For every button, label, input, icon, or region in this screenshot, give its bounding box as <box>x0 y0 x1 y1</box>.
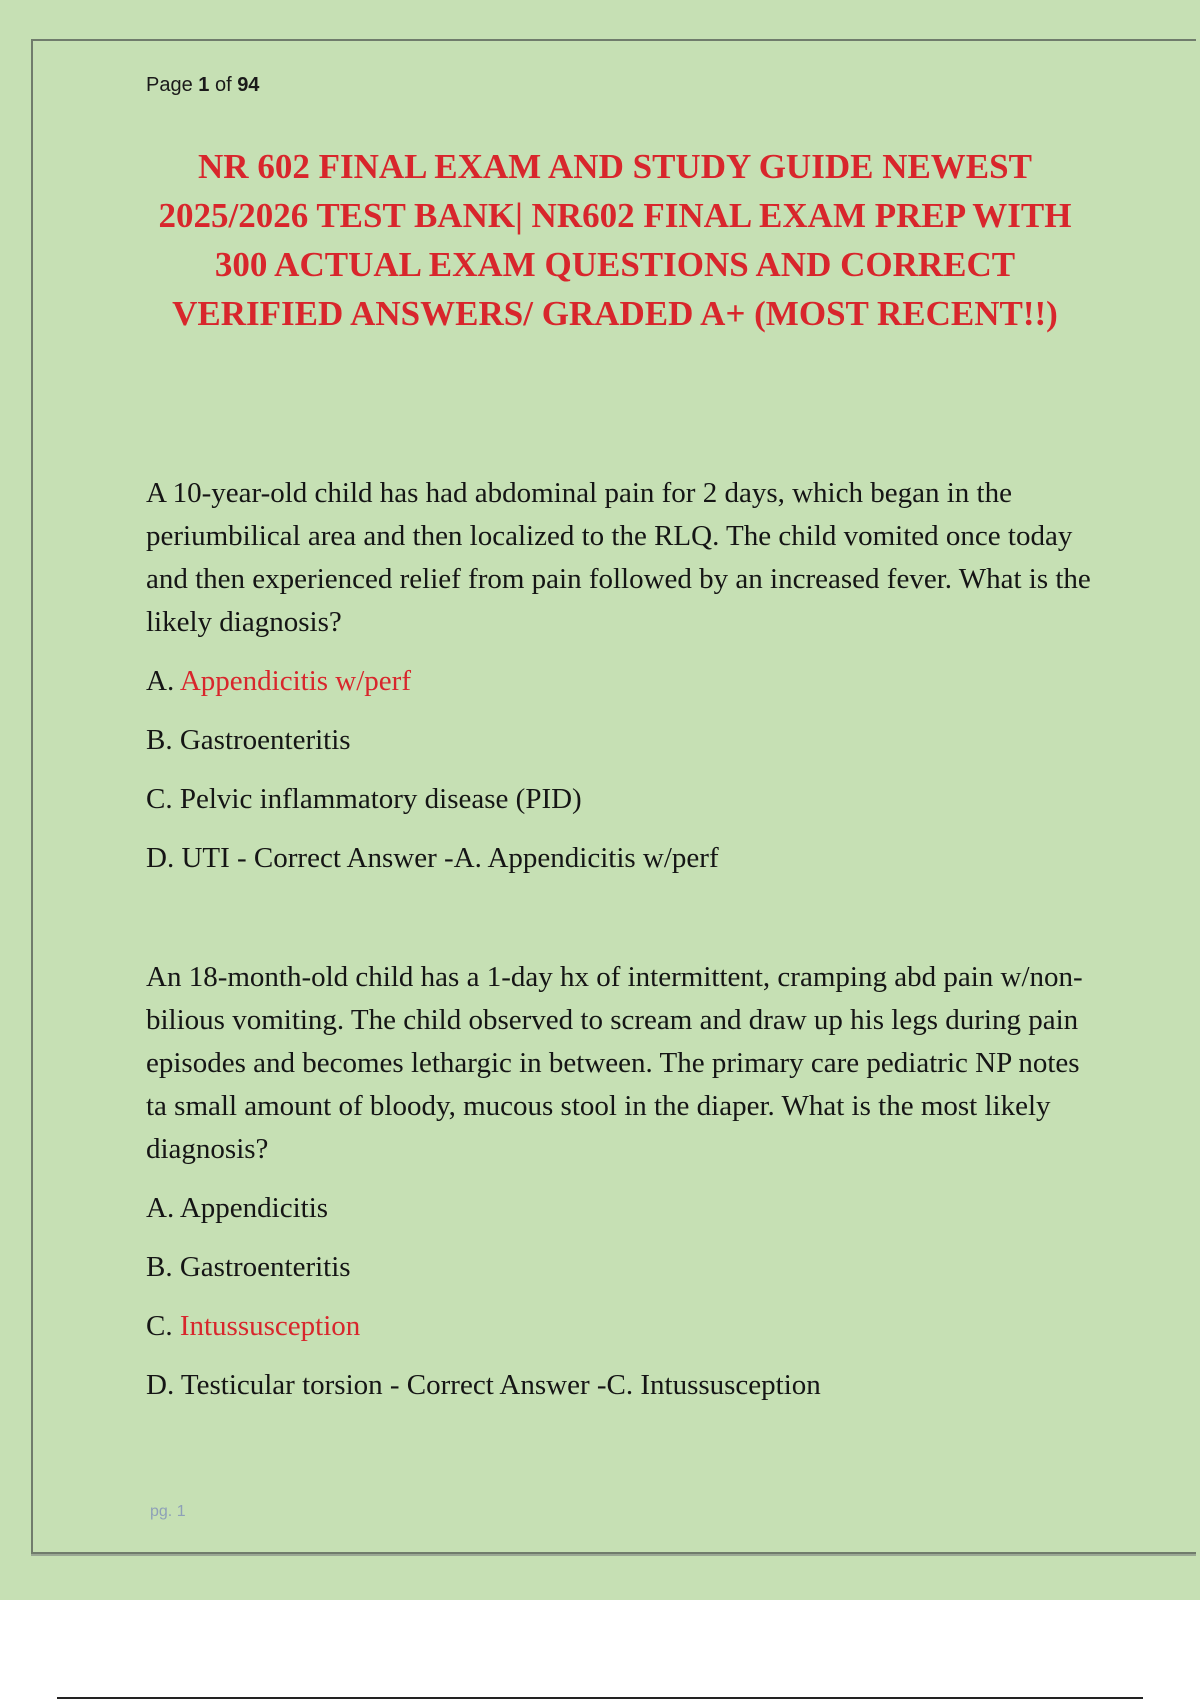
answer-option: B. Gastroenteritis <box>146 724 351 756</box>
answer-option: C. Intussusception <box>146 1310 361 1342</box>
highlighted-answer: Intussusception <box>179 1310 361 1342</box>
answer-option: A. Appendicitis <box>146 1192 329 1224</box>
page-counter: Page 1 of 94 <box>146 74 260 96</box>
footer-page-label: pg. 1 <box>150 1503 186 1520</box>
question-stem: A 10-year-old child has had abdominal pain for 2 days, which began in the periumbilical area and then localized to the RLQ. The child vomited once today and then experienced relief from pain followed by an increased fever. What is the likely diagnosis? <box>146 477 1091 638</box>
answer-option: A. Appendicitis w/perf <box>146 665 411 697</box>
current-page-number: 1 <box>198 74 210 96</box>
document-title: NR 602 FINAL EXAM AND STUDY GUIDE NEWEST 2025/2026 TEST BANK| NR602 FINAL EXAM PREP WITH 300 ACTUAL EXAM QUESTIONS AND CORRECT VERIFIED ANSWERS/ GRADED A+ (MOST RECENT!!) <box>158 147 1072 333</box>
answer-option: D. UTI - Correct Answer -A. Appendicitis w/perf <box>146 842 719 874</box>
highlighted-answer: Appendicitis w/perf <box>179 665 411 697</box>
answer-option: B. Gastroenteritis <box>146 1251 351 1283</box>
bottom-divider <box>57 1697 1143 1699</box>
total-page-number: 94 <box>237 74 260 96</box>
answer-option: C. Pelvic inflammatory disease (PID) <box>146 783 582 815</box>
question-stem: An 18-month-old child has a 1-day hx of intermittent, cramping abd pain w/non-bilious vomiting. The child observed to scream and draw up his legs during pain episodes and becomes lethargic in between. The primary care pediatric NP notes ta small amount of bloody, mucous stool in the diaper. What is the most likely diagnosis? <box>146 961 1083 1165</box>
answer-option: D. Testicular torsion - Correct Answer -C. Intussusception <box>146 1369 821 1401</box>
